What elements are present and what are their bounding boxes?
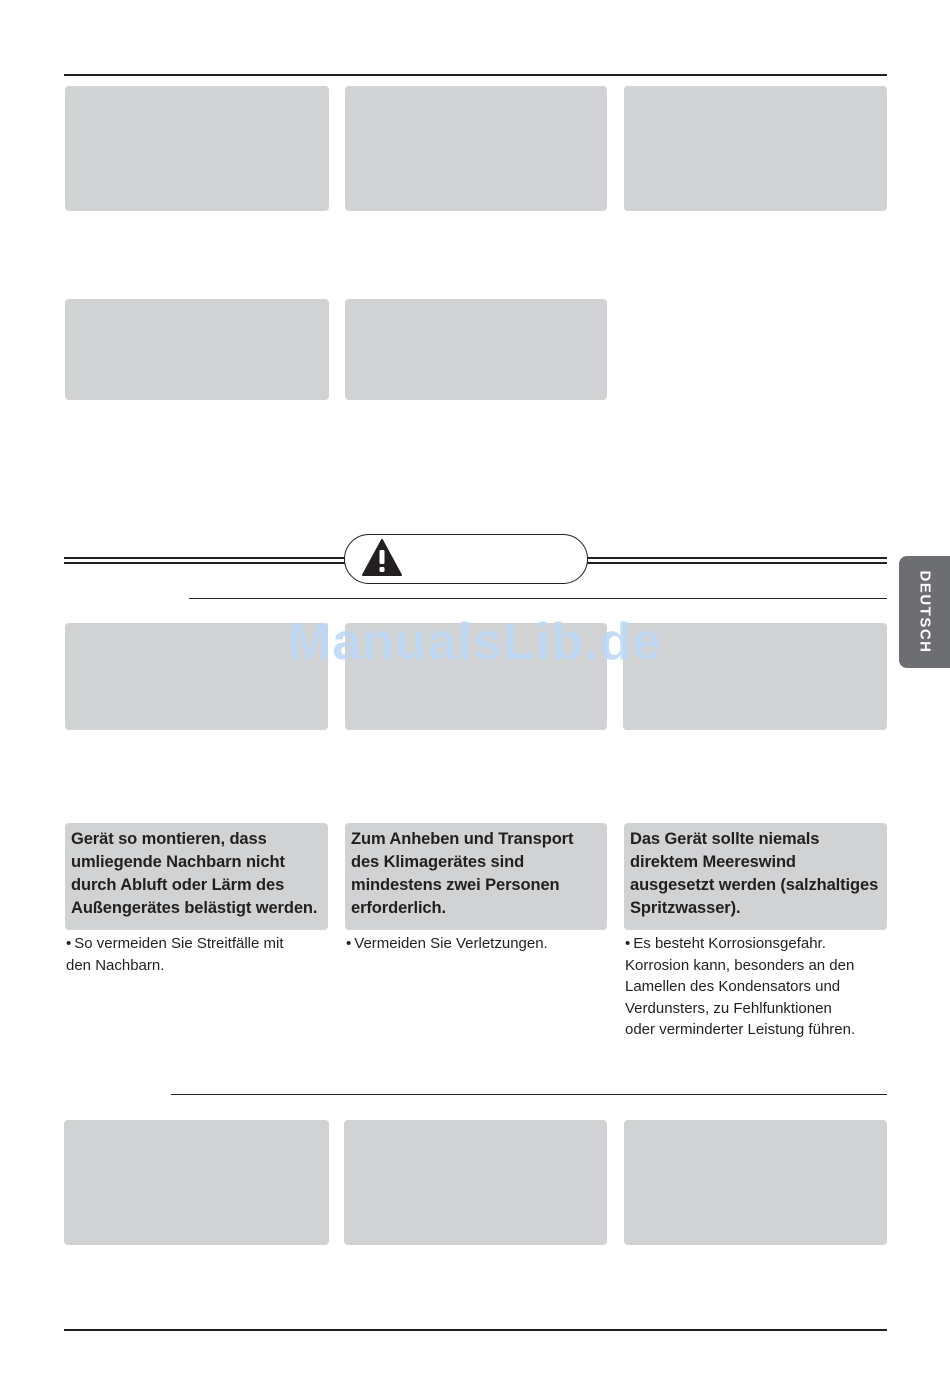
warning-rule-left-bottom: [64, 562, 346, 564]
bottom-rule: [64, 1329, 887, 1331]
language-tab-label: DEUTSCH: [916, 570, 933, 654]
warning-subsection-rule: [189, 598, 887, 599]
section-rule-lower: [171, 1094, 887, 1095]
warning-item-3-box: [624, 823, 887, 930]
warning-rule-left-top: [64, 557, 346, 559]
content-box-r5-c2: [344, 1120, 607, 1245]
language-tab[interactable]: [899, 556, 950, 668]
warning-item-1-box: [65, 823, 328, 930]
warning-item-2-box: [345, 823, 607, 930]
warning-item-1-note: • So vermeiden Sie Streitfälle mit den Nachbarn.: [65, 933, 339, 976]
warning-rule-right-bottom: [587, 562, 887, 564]
content-box-r5-c1: [64, 1120, 329, 1245]
warning-item-1-heading: Gerät so montieren, dass umliegende Nachbarn nicht durch Abluft oder Lärm des Außengerätes belästigt werden.: [71, 830, 318, 917]
note-line: oder verminderter Leistung führen.: [625, 1021, 856, 1038]
warning-badge: [344, 534, 588, 584]
content-box-r2-c1: [65, 299, 329, 400]
content-box-r1-c3: [624, 86, 887, 211]
warning-item-3-heading: Das Gerät sollte niemals direktem Meereswind ausgesetzt werden (salzhaltiges Spritzwasser).: [630, 830, 879, 917]
warning-item-3-note: • Es besteht Korrosionsgefahr. Korrosion kann, besonders an den Lamellen des Kondensators und Verdunsters, zu Fehlfunktionen oder verminderter Leistung führen.: [624, 933, 898, 1041]
top-rule: [64, 74, 887, 76]
note-line: Korrosion kann, besonders an den: [625, 956, 855, 974]
content-box-r2-c2: [345, 299, 607, 400]
warning-item-2-heading: Zum Anheben und Transport des Klimagerätes sind mindestens zwei Personen erforderlich.: [351, 830, 574, 917]
warning-item-2-note: • Vermeiden Sie Verletzungen.: [346, 935, 548, 952]
content-box-r1-c1: [65, 86, 329, 211]
note-line: Es besteht Korrosionsgefahr.: [633, 935, 826, 952]
content-box-r1-c2: [345, 86, 607, 211]
note-line: Verdunsters, zu Fehlfunktionen: [625, 999, 832, 1017]
warning-triangle-icon: [361, 538, 403, 578]
note-line: Lamellen des Kondensators und: [625, 978, 841, 995]
watermark: ManualsLib.de: [287, 613, 663, 671]
warning-rule-right-top: [587, 557, 887, 559]
note-line: den Nachbarn.: [66, 956, 165, 974]
note-line: So vermeiden Sie Streitfälle mit: [74, 935, 284, 952]
content-box-r5-c3: [624, 1120, 887, 1245]
note-line: Vermeiden Sie Verletzungen.: [354, 935, 548, 952]
